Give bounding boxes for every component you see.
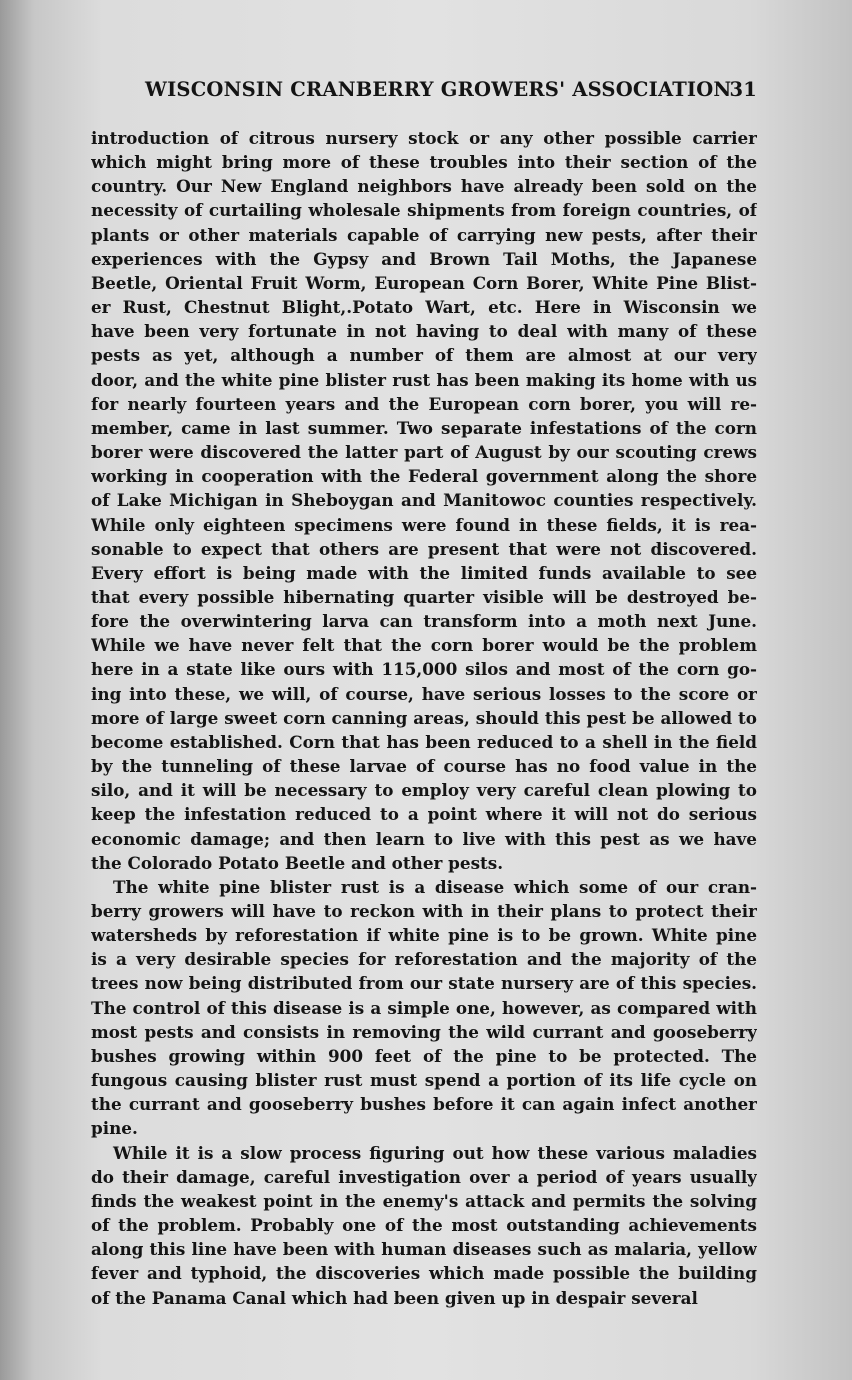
text-line: The control of this disease is a simple one, however, as compared with xyxy=(91,997,757,1018)
text-line: watersheds by reforestation if white pine is to be grown. White pine xyxy=(91,925,757,946)
text-line: plants or other materials capable of carrying new pests, after their xyxy=(91,224,757,245)
text-line: door, and the white pine blister rust has been making its home with us xyxy=(91,369,757,390)
text-line: Beetle, Oriental Fruit Worm, European Corn Borer, White Pine Blist- xyxy=(91,272,757,293)
text-line: working in cooperation with the Federal government along the shore xyxy=(91,466,757,487)
text-line: berry growers will have to reckon with in their plans to protect their xyxy=(91,901,757,921)
text-line: While it is a slow process figuring out how these various maladies xyxy=(113,1142,757,1163)
text-line: keep the infestation reduced to a point where it will not do serious xyxy=(91,804,757,825)
paragraph xyxy=(91,875,757,1141)
text-line: which might bring more of these troubles into their section of the xyxy=(91,152,757,173)
text-line: er Rust, Chestnut Blight,.Potato Wart, etc. Here in Wisconsin we xyxy=(91,297,757,318)
text-line: fever and typhoid, the discoveries which made possible the building xyxy=(91,1263,757,1284)
text-line: pine. xyxy=(91,1118,138,1139)
text-line: of the problem. Probably one of the most outstanding achievements xyxy=(91,1215,757,1236)
text-line: is a very desirable species for reforestation and the majority of the xyxy=(91,949,757,970)
text-line: pests as yet, although a number of them are almost at our very xyxy=(91,345,757,366)
page-number: 31 xyxy=(729,78,757,101)
text-line: of the Panama Canal which had been given up in despair several xyxy=(91,1287,698,1308)
text-line: finds the weakest point in the enemy's attack and permits the solving xyxy=(91,1190,757,1211)
text-line: have been very fortunate in not having to deal with many of these xyxy=(91,321,757,342)
text-line: by the tunneling of these larvae of course has no food value in the xyxy=(91,756,757,777)
text-line: ing into these, we will, of course, have serious losses to the score or xyxy=(91,683,757,704)
text-line: most pests and consists in removing the wild currant and gooseberry xyxy=(91,1021,757,1042)
text-line: necessity of curtailing wholesale shipments from foreign countries, of xyxy=(91,200,757,221)
text-line: the currant and gooseberry bushes before it can again infect another xyxy=(91,1094,757,1115)
header-title: WISCONSIN CRANBERRY GROWERS' ASSOCIATION xyxy=(145,78,732,101)
running-header xyxy=(145,78,760,108)
body-text xyxy=(91,126,757,1310)
text-line: economic damage; and then learn to live with this pest as we have xyxy=(91,828,757,849)
text-line: sonable to expect that others are present that were not discovered. xyxy=(91,538,757,559)
text-line: trees now being distributed from our state nursery are of this species. xyxy=(91,973,757,994)
text-line: While only eighteen specimens were found in these fields, it is rea- xyxy=(91,514,757,535)
text-line: borer were discovered the latter part of August by our scouting crews xyxy=(91,442,757,463)
text-line: introduction of citrous nursery stock or any other possible carrier xyxy=(91,128,757,148)
text-line: the Colorado Potato Beetle and other pests. xyxy=(91,852,504,873)
text-line: fungous causing blister rust must spend a portion of its life cycle on xyxy=(91,1070,757,1091)
text-line: While we have never felt that the corn borer would be the problem xyxy=(91,635,757,656)
text-line: experiences with the Gypsy and Brown Tail Moths, the Japanese xyxy=(91,248,757,269)
text-line: here in a state like ours with 115,000 silos and most of the corn go- xyxy=(91,659,757,680)
text-line: become established. Corn that has been reduced to a shell in the field xyxy=(91,731,757,752)
text-line: country. Our New England neighbors have already been sold on the xyxy=(91,176,757,197)
text-line: bushes growing within 900 feet of the pine to be protected. The xyxy=(91,1045,757,1066)
paragraph xyxy=(91,1141,757,1310)
text-line: more of large sweet corn canning areas, should this pest be allowed to xyxy=(91,707,757,728)
text-line: for nearly fourteen years and the European corn borer, you will re- xyxy=(91,393,757,414)
text-line: member, came in last summer. Two separate infestations of the corn xyxy=(91,417,757,438)
text-line: The white pine blister rust is a disease which some of our cran- xyxy=(113,876,757,897)
text-line: silo, and it will be necessary to employ very careful clean plowing to xyxy=(91,780,757,801)
paragraph xyxy=(91,126,757,875)
text-line: that every possible hibernating quarter visible will be destroyed be- xyxy=(91,586,757,607)
text-line: do their damage, careful investigation over a period of years usually xyxy=(91,1166,757,1187)
text-line: of Lake Michigan in Sheboygan and Manitowoc counties respectively. xyxy=(91,490,757,511)
text-line: fore the overwintering larva can transform into a moth next June. xyxy=(91,611,757,632)
text-line: along this line have been with human diseases such as malaria, yellow xyxy=(91,1239,757,1260)
text-line: Every effort is being made with the limited funds available to see xyxy=(91,562,757,583)
